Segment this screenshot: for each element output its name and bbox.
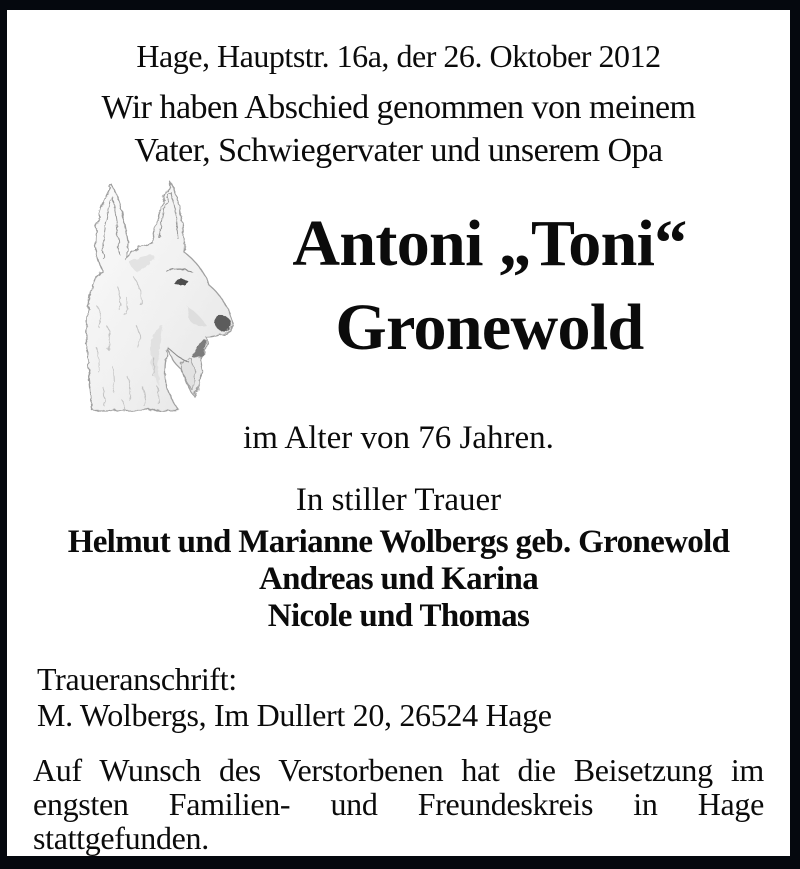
mourning-phrase: In stiller Trauer [295, 482, 502, 518]
deceased-name-line-1: Antoni „Toni“ [292, 207, 687, 280]
age-line: im Alter von 76 Jahren. [243, 420, 554, 456]
mourner-line: Nicole und Thomas [267, 598, 530, 634]
intro-line-2: Vater, Schwiegervater und unserem Opa [134, 132, 663, 169]
dog-sketch-image [67, 176, 237, 412]
deceased-name [237, 176, 790, 370]
mourner-line: Helmut und Marianne Wolbergs geb. Gronewold [67, 524, 730, 560]
intro-line-1: Wir haben Abschied genommen von meinem [101, 89, 696, 126]
mourners-list [7, 524, 790, 635]
closing-note: Auf Wunsch des Verstorbenen hat die Beisetzung im engsten Familien- und Freundeskreis in Hage stattgefunden. [33, 752, 764, 856]
portrait-and-name-section [7, 176, 790, 412]
dateline: Hage, Hauptstr. 16a, der 26. Oktober 2012 [136, 38, 661, 74]
condolence-address-label: Traueranschrift: [37, 661, 237, 697]
deceased-name-line-2: Gronewold [335, 291, 644, 364]
mourner-line: Andreas und Karina [258, 561, 539, 597]
german-shepherd-icon [67, 176, 237, 412]
condolence-address-block [7, 661, 790, 733]
condolence-address: M. Wolbergs, Im Dullert 20, 26524 Hage [37, 697, 552, 733]
intro-text [7, 86, 790, 172]
